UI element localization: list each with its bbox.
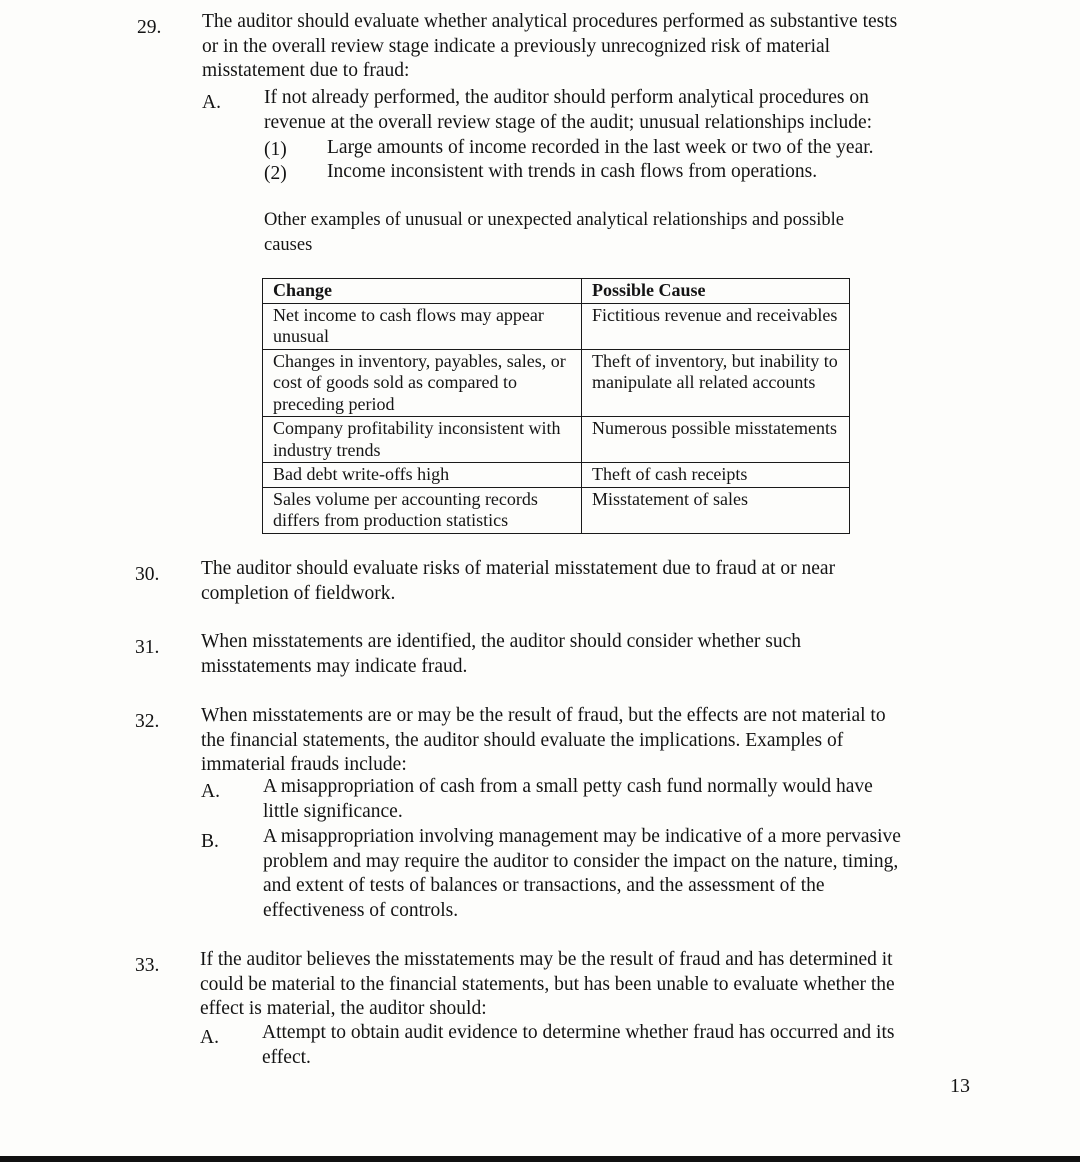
item-30-text <box>201 557 835 606</box>
text-line: The auditor should evaluate risks of material misstatement due to fraud at or near <box>201 558 836 579</box>
item-33-a-label: A. <box>200 1027 219 1048</box>
text-line: effectiveness of controls. <box>263 899 459 921</box>
text-line: or in the overall review stage indicate a previously unrecognized risk of material <box>202 35 831 57</box>
cell-possible-cause: Numerous possible misstatements <box>582 417 850 463</box>
item-number-31: 31. <box>135 637 160 658</box>
column-header-change: Change <box>263 279 582 304</box>
text-line: and extent of tests of balances or transactions, and the assessment of the <box>263 875 825 896</box>
text-line: completion of fieldwork. <box>201 582 396 604</box>
item-33-a-text <box>262 1021 894 1070</box>
item-32-a-label: A. <box>201 781 220 802</box>
text-line: the financial statements, the auditor should evaluate the implications. Examples of <box>201 729 844 751</box>
cell-change: Changes in inventory, payables, sales, or cost of goods sold as compared to preceding period <box>263 349 582 417</box>
item-number-30: 30. <box>135 564 160 585</box>
fraud-indicators-table <box>262 278 850 534</box>
item-29-sub1-label: (1) <box>264 139 287 160</box>
text-line: If the auditor believes the misstatements may be the result of fraud and has determined it <box>200 949 893 970</box>
text-line: A misappropriation involving management may be indicative of a more pervasive <box>263 826 901 847</box>
item-number-29: 29. <box>137 17 162 38</box>
text-line: Income inconsistent with trends in cash flows from operations. <box>327 161 818 182</box>
page-number: 13 <box>950 1075 970 1097</box>
item-31-text <box>201 630 801 679</box>
text-line: misstatements may indicate fraud. <box>201 655 468 677</box>
item-32-text <box>201 704 886 778</box>
text-line: causes <box>264 234 313 255</box>
column-header-possible-cause: Possible Cause <box>582 279 850 304</box>
text-line: effect is material, the auditor should: <box>200 998 487 1019</box>
cell-possible-cause: Misstatement of sales <box>582 487 850 533</box>
text-line: When misstatements are or may be the result of fraud, but the effects are not material to <box>201 705 886 726</box>
table-header-row <box>263 279 850 304</box>
text-line: immaterial frauds include: <box>201 754 407 775</box>
item-number-33: 33. <box>135 955 160 976</box>
table-row <box>263 349 850 417</box>
text-line: Attempt to obtain audit evidence to determine whether fraud has occurred and its <box>262 1022 895 1043</box>
cell-possible-cause: Theft of inventory, but inability to manipulate all related accounts <box>582 349 850 417</box>
text-line: A misappropriation of cash from a small petty cash fund normally would have <box>263 776 873 797</box>
item-29-a-text <box>264 86 872 135</box>
item-29-sub2-text <box>327 160 817 185</box>
text-line: effect. <box>262 1046 311 1068</box>
item-29-a-label: A. <box>202 92 221 113</box>
cell-possible-cause: Theft of cash receipts <box>582 463 850 488</box>
cell-change: Bad debt write-offs high <box>263 463 582 488</box>
cell-change: Sales volume per accounting records differs from production statistics <box>263 487 582 533</box>
table-row <box>263 303 850 349</box>
item-32-a-text <box>263 775 873 824</box>
text-line: little significance. <box>263 800 403 822</box>
text-line: When misstatements are identified, the auditor should consider whether such <box>201 631 801 652</box>
item-32-b-text <box>263 825 901 923</box>
table-row <box>263 463 850 488</box>
scan-edge-divider <box>0 1156 1080 1162</box>
item-29-sub1-text <box>327 136 874 161</box>
text-line: problem and may require the auditor to consider the impact on the nature, timing, <box>263 850 899 872</box>
text-line: Other examples of unusual or unexpected analytical relationships and possible <box>264 210 845 230</box>
cell-change: Company profitability inconsistent with industry trends <box>263 417 582 463</box>
text-line: could be material to the financial statements, but has been unable to evaluate whether the <box>200 973 895 995</box>
text-line: Large amounts of income recorded in the last week or two of the year. <box>327 137 874 158</box>
text-line: If not already performed, the auditor should perform analytical procedures on <box>264 87 869 108</box>
item-32-b-label: B. <box>201 831 219 852</box>
text-line: misstatement due to fraud: <box>202 60 410 81</box>
table-row <box>263 417 850 463</box>
cell-possible-cause: Fictitious revenue and receivables <box>582 303 850 349</box>
cell-change: Net income to cash flows may appear unusual <box>263 303 582 349</box>
item-29-text <box>202 10 897 84</box>
item-number-32: 32. <box>135 711 160 732</box>
item-29-other-text <box>264 208 844 257</box>
item-29-sub2-label: (2) <box>264 163 287 184</box>
table-row <box>263 487 850 533</box>
item-33-text <box>200 948 895 1022</box>
text-line: The auditor should evaluate whether analytical procedures performed as substantive tests <box>202 11 898 32</box>
text-line: revenue at the overall review stage of the audit; unusual relationships include: <box>264 111 873 133</box>
